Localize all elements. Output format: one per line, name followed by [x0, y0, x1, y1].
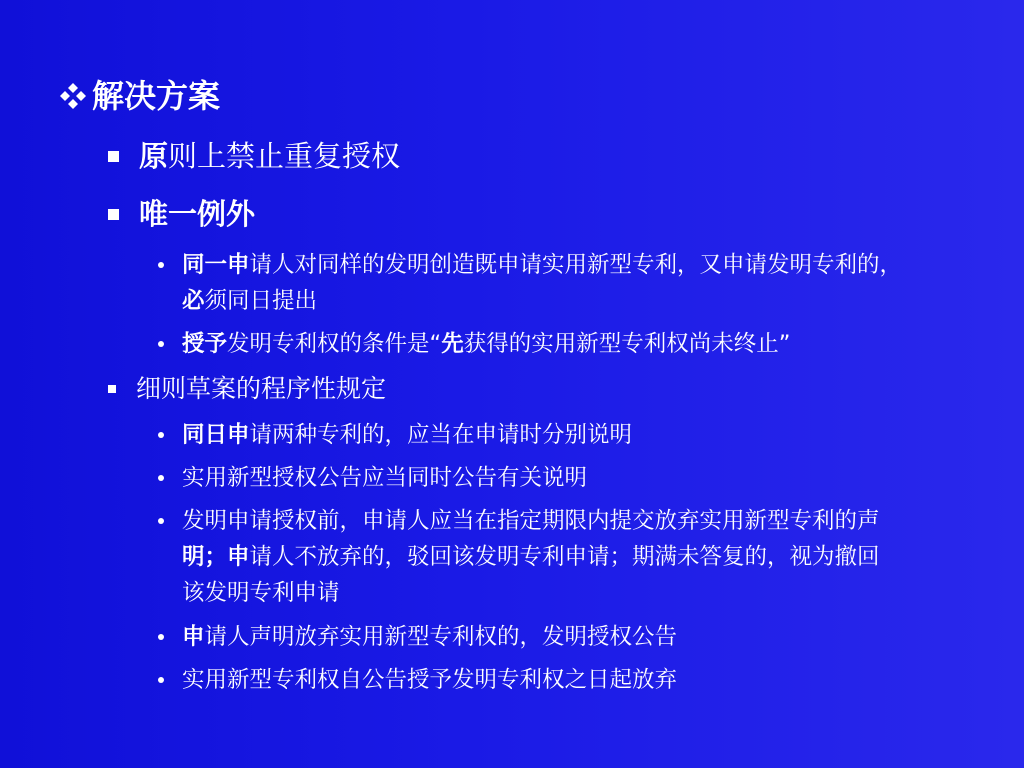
- section-rules-text: 细则草案的程序性规定: [136, 374, 387, 403]
- dot-bullet-icon: [158, 262, 164, 268]
- section-exception-text: 唯一例外: [139, 197, 256, 231]
- dot-bullet-icon: [158, 341, 164, 347]
- section-principle-text: 原则上禁止重复授权: [139, 139, 401, 173]
- rule-item: 同日申请两种专利的，应当在申请时分别说明: [158, 417, 998, 453]
- rule-item: 发明申请授权前，申请人应当在指定期限内提交放弃实用新型专利的声 明；申请人不放弃的，驳回该发明专利申请；期满未答复的，视为撤回 该发明专利申请: [158, 503, 998, 611]
- heading-text: 解决方案: [92, 77, 221, 115]
- dot-bullet-icon: [158, 475, 164, 481]
- square-bullet-icon: [108, 151, 119, 162]
- section-exception: [108, 194, 255, 234]
- dot-bullet-icon: [158, 518, 164, 524]
- section-principle: [108, 136, 400, 176]
- exception-item: 同一申请人对同样的发明创造既申请实用新型专利，又申请发明专利的， 必须同日提出: [158, 247, 998, 319]
- rule-item: 申请人声明放弃实用新型专利权的，发明授权公告: [158, 619, 998, 655]
- square-bullet-icon: [108, 385, 116, 393]
- exception-item: 授予发明专利权的条件是“先获得的实用新型专利权尚未终止”: [158, 326, 998, 362]
- slide-heading: [58, 72, 220, 120]
- section-rules: [108, 369, 386, 409]
- four-diamond-bullet-icon: [58, 81, 88, 111]
- rule-item: 实用新型授权公告应当同时公告有关说明: [158, 460, 998, 496]
- rule-item: 实用新型专利权自公告授予发明专利权之日起放弃: [158, 662, 998, 698]
- square-bullet-icon: [108, 209, 119, 220]
- dot-bullet-icon: [158, 432, 164, 438]
- dot-bullet-icon: [158, 634, 164, 640]
- dot-bullet-icon: [158, 677, 164, 683]
